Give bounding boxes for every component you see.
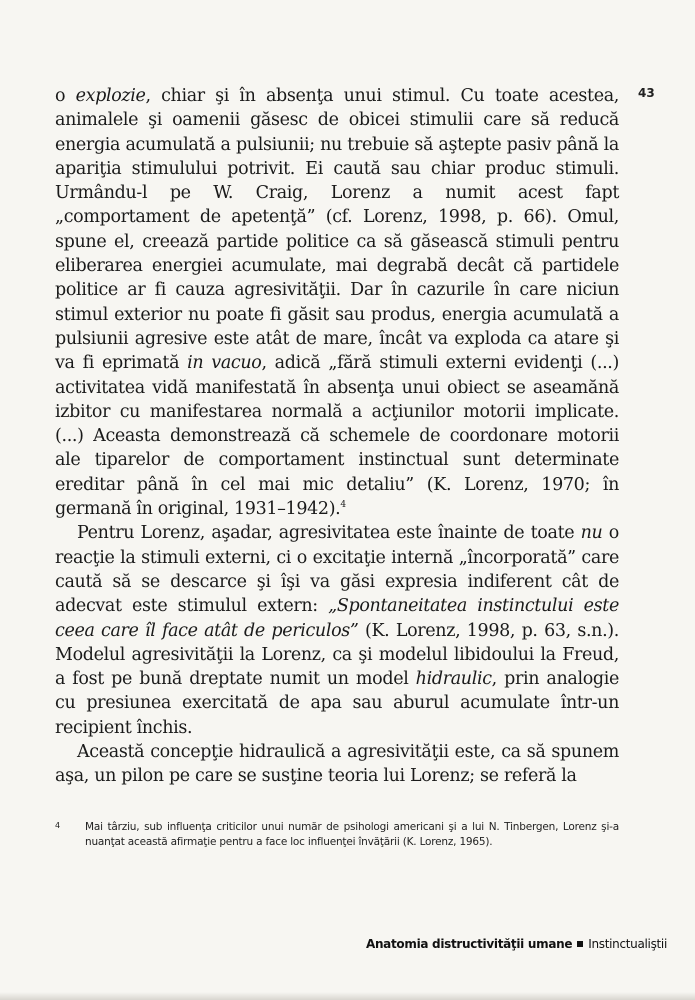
footnote-marker: 4 [55,821,60,830]
separator-square-icon [577,941,583,947]
text-run: o reacţie la stimuli externi, ci o excitaţie internă „încorporată” care caută să se descarce şi îşi va găsi expresia indiferent cât de adecvat este stimulul extern: [55,523,619,617]
footnote-text: Mai târziu, sub influenţa criticilor unui număr de psihologi americani şi a lui N. Tinbergen, Lorenz şi-a nuanţat această afirmaţie pentru a face loc influenţei învăţării (K. Lorenz, 1965). [85,821,619,848]
text-run: Această concepţie hidraulică a agresivităţii este, ca să spunem aşa, un pilon pe care se susţine teoria lui Lorenz; se referă la [55,742,619,787]
footnote [55,820,619,850]
footnote-reference: 4 [340,500,346,511]
italic-text: hidraulic [415,669,492,690]
paragraph [55,521,619,740]
paragraph [55,740,619,789]
text-run: , prin analogie cu presiunea exercitată de apa sau aburul acumulate într-un recipient închis. [55,669,619,738]
text-run: , adică „fără stimuli externi evidenţi (...) activitatea vidă manifestată în absenţa unui obiect se aseamănă izbitor cu manifestarea normală a acţiunilor motorii implicate. (...) Aceasta demonstrează că schemele de coordonare motorii ale tiparelor de comportament instinctual sunt determinate ereditar până în cel mai mic detaliu” (K. Lorenz, 1970; în germană în original, 1931–1942). [55,353,619,520]
body-text [55,84,619,789]
italic-text: in vacuo [187,353,262,374]
page-number: 43 [638,86,655,100]
italic-text: explozie [75,86,146,106]
text-run: (K. Lorenz, 1998, p. 63, s.n.). Modelul agresivităţii la Lorenz, ca şi modelul libidoului la Freud, a fost pe bună dreptate numit un model [55,620,619,690]
page-edge-shadow [0,992,695,1000]
text-run: Pentru Lorenz, aşadar, agresivitatea este înainte de toate [77,523,581,544]
chapter-title: Instinctualiştii [588,937,667,951]
italic-text: „Spontaneitatea instinctului este ceea care îl face atât de periculos” [55,596,619,641]
running-footer [366,937,667,951]
paragraph [55,84,619,521]
text-run: , chiar şi în absenţa unui stimul. Cu toate acestea, animalele şi oamenii găsesc de obicei stimulii care să reducă energia acumulată a pulsiunii; nu trebuie să aştepte pasiv până la apariţia stimulului potrivit. Ei caută sau chiar produc stimuli. Urmându-l pe W. Craig, Lorenz a numit acest fapt „comportament de apetenţă” (cf. Lorenz, 1998, p. 66). Omul, spune el, creează partide politice ca să găsească stimuli pentru eliberarea energiei acumulate, mai degrabă decât că partidele politice ar fi cauza agresivităţii. Dar în cazurile în care niciun stimul exterior nu poate fi găsit sau produs, energia acumulată a pulsiunii agresive este atât de mare, încât va exploda ca atare şi va fi eprimată [55,86,619,374]
italic-text: nu [580,523,603,544]
text-run: o [55,86,76,106]
book-title: Anatomia distructivităţii umane [365,937,573,951]
